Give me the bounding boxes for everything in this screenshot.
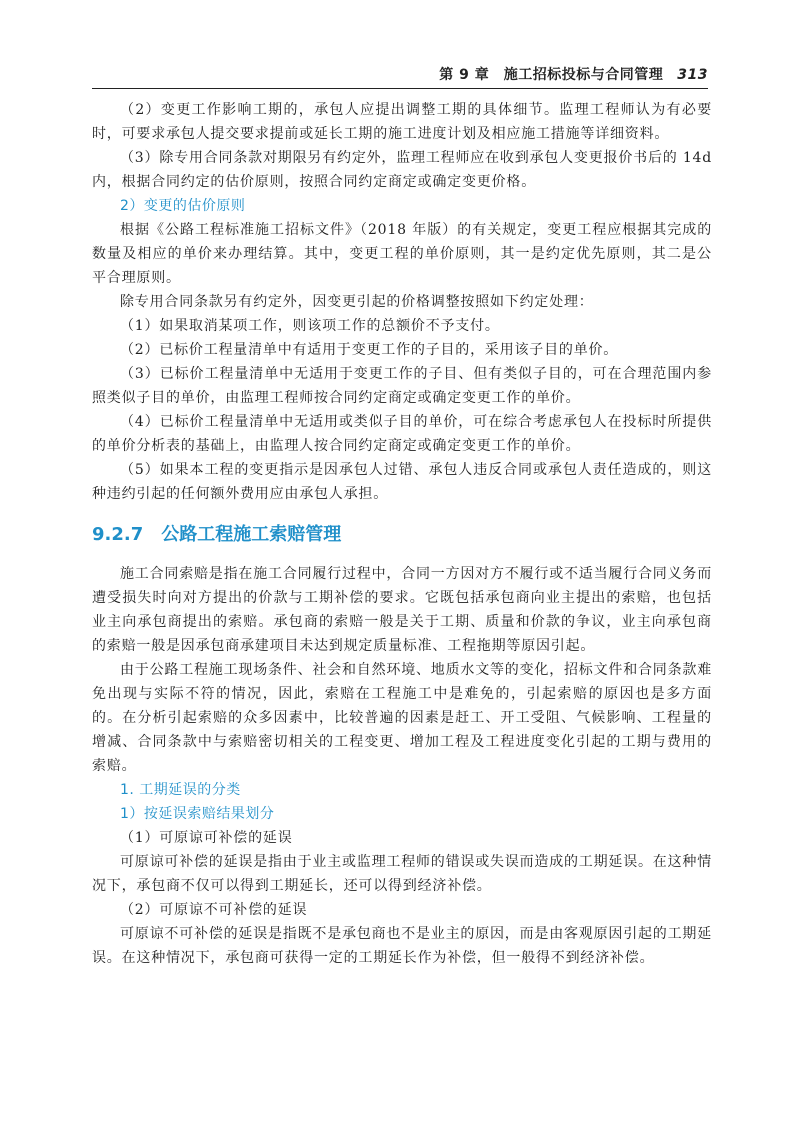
paragraph: 施工合同索赔是指在施工合同履行过程中，合同一方因对方不履行或不适当履行合同义务而遭受损失时向对方提出的价款与工期补偿的要求。它既包括承包商向业主提出的索赔，也包括业主向承包商提出的索赔。承包商的索赔一般是关于工期、质量和价款的争议，业主向承包商的索赔一般是因承包商承建项目未达到规定质量标准、工程拖期等原因引起。 — [92, 566, 712, 654]
paragraph: 根据《公路工程标准施工招标文件》（2018 年版）的有关规定，变更工程应根据其完成的数量及相应的单价来办理结算。其中，变更工程的单价原则，其一是约定优先原则，其二是公平合理原则。 — [92, 222, 712, 286]
subheading: 1）按延误索赔结果划分 — [120, 806, 275, 822]
paragraph: 除专用合同条款另有约定外，因变更引起的价格调整按照如下约定处理： — [120, 294, 594, 310]
paragraph: （3）除专用合同条款对期限另有约定外，监理工程师应在收到承包人变更报价书后的 14d 内，根据合同约定的估价原则，按照合同约定商定或确定变更价格。 — [92, 150, 712, 190]
paragraph: 由于公路工程施工现场条件、社会和自然环境、地质水文等的变化，招标文件和合同条款难免出现与实际不符的情况，因此，索赔在工程施工中是难免的，引起索赔的原因也是多方面的。在分析引起索赔的众多因素中，比较普遍的因素是赶工、开工受阻、气候影响、工程量的增减、合同条款中与索赔密切相关的工程变更、增加工程及工程进度变化引起的工期与费用的索赔。 — [92, 662, 712, 774]
paragraph: （2）变更工作影响工期的，承包人应提出调整工期的具体细节。监理工程师认为有必要时，可要求承包人提交要求提前或延长工期的施工进度计划及相应施工措施等详细资料。 — [92, 102, 712, 142]
page-number: 313 — [677, 67, 708, 83]
list-item: （4）已标价工程量清单中无适用或类似子目的单价，可在综合考虑承包人在投标时所提供的单价分析表的基础上，由监理人按合同约定商定或确定变更工作的单价。 — [92, 414, 712, 454]
paragraph: 可原谅不可补偿的延误是指既不是承包商也不是业主的原因，而是由客观原因引起的工期延误。在这种情况下，承包商可获得一定的工期延长作为补偿，但一般得不到经济补偿。 — [92, 926, 712, 966]
level3-heading: （1）可原谅可补偿的延误 — [120, 830, 293, 846]
subheading: 1. 工期延误的分类 — [120, 782, 241, 798]
header-rule — [92, 88, 708, 89]
running-header — [0, 0, 800, 88]
list-item: （5）如果本工程的变更指示是因承包人过错、承包人违反合同或承包人责任造成的，则这种违约引起的任何额外费用应由承包人承担。 — [92, 462, 712, 502]
paragraph: 可原谅可补偿的延误是指由于业主或监理工程师的错误或失误而造成的工期延误。在这种情况下，承包商不仅可以得到工期延长，还可以得到经济补偿。 — [92, 854, 712, 894]
level3-heading: （2）可原谅不可补偿的延误 — [120, 902, 308, 918]
list-item: （3）已标价工程量清单中无适用于变更工作的子目、但有类似子目的，可在合理范围内参照类似子目的单价，由监理工程师按合同约定商定或确定变更工作的单价。 — [92, 366, 712, 406]
page-body — [92, 98, 712, 970]
section-title: 公路工程施工索赔管理 — [161, 524, 342, 545]
header-text — [439, 64, 708, 84]
chapter-title: 第 9 章 施工招标投标与合同管理 — [439, 67, 664, 83]
section-number: 9.2.7 — [92, 524, 144, 545]
list-item: （1）如果取消某项工作，则该项工作的总额价不予支付。 — [120, 318, 500, 334]
subheading: 2）变更的估价原则 — [120, 198, 246, 214]
section-heading — [92, 522, 712, 548]
list-item: （2）已标价工程量清单中有适用于变更工作的子目的，采用该子目的单价。 — [120, 342, 619, 358]
